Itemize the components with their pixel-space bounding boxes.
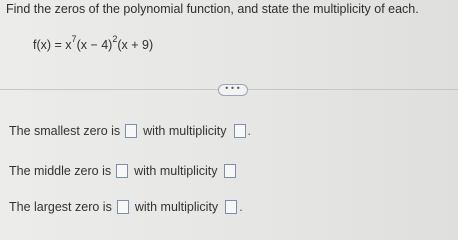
smallest-multiplicity-input[interactable] — [234, 124, 246, 138]
largest-zero-input[interactable] — [117, 200, 129, 214]
answer-row-middle — [9, 164, 238, 178]
largest-row-period: . — [239, 200, 243, 214]
function-lhs: f(x) = x — [33, 38, 72, 52]
smallest-zero-label: The smallest zero is — [9, 124, 121, 138]
largest-multiplicity-label: with multiplicity — [134, 200, 219, 214]
answer-row-largest — [9, 200, 243, 214]
answer-row-smallest — [9, 124, 251, 138]
exponent-2: 2 — [112, 33, 118, 44]
middle-multiplicity-label: with multiplicity — [134, 164, 218, 178]
middle-zero-label: The middle zero is — [9, 164, 112, 178]
largest-zero-label: The largest zero is — [9, 200, 112, 214]
middle-zero-input[interactable] — [116, 164, 128, 178]
smallest-multiplicity-label: with multiplicity — [143, 124, 227, 138]
middle-multiplicity-input[interactable] — [224, 164, 236, 178]
polynomial-function — [33, 33, 154, 52]
function-factor-x-plus-9: (x + 9) — [117, 38, 154, 52]
smallest-zero-input[interactable] — [125, 124, 137, 138]
question-prompt: Find the zeros of the polynomial function, and state the multiplicity of each. — [6, 2, 419, 16]
exponent-7: 7 — [71, 33, 77, 44]
largest-multiplicity-input[interactable] — [225, 200, 237, 214]
smallest-row-period: . — [247, 124, 251, 138]
function-factor-x-minus-4: (x − 4) — [76, 38, 113, 52]
expand-more-button[interactable]: ••• — [218, 84, 248, 96]
